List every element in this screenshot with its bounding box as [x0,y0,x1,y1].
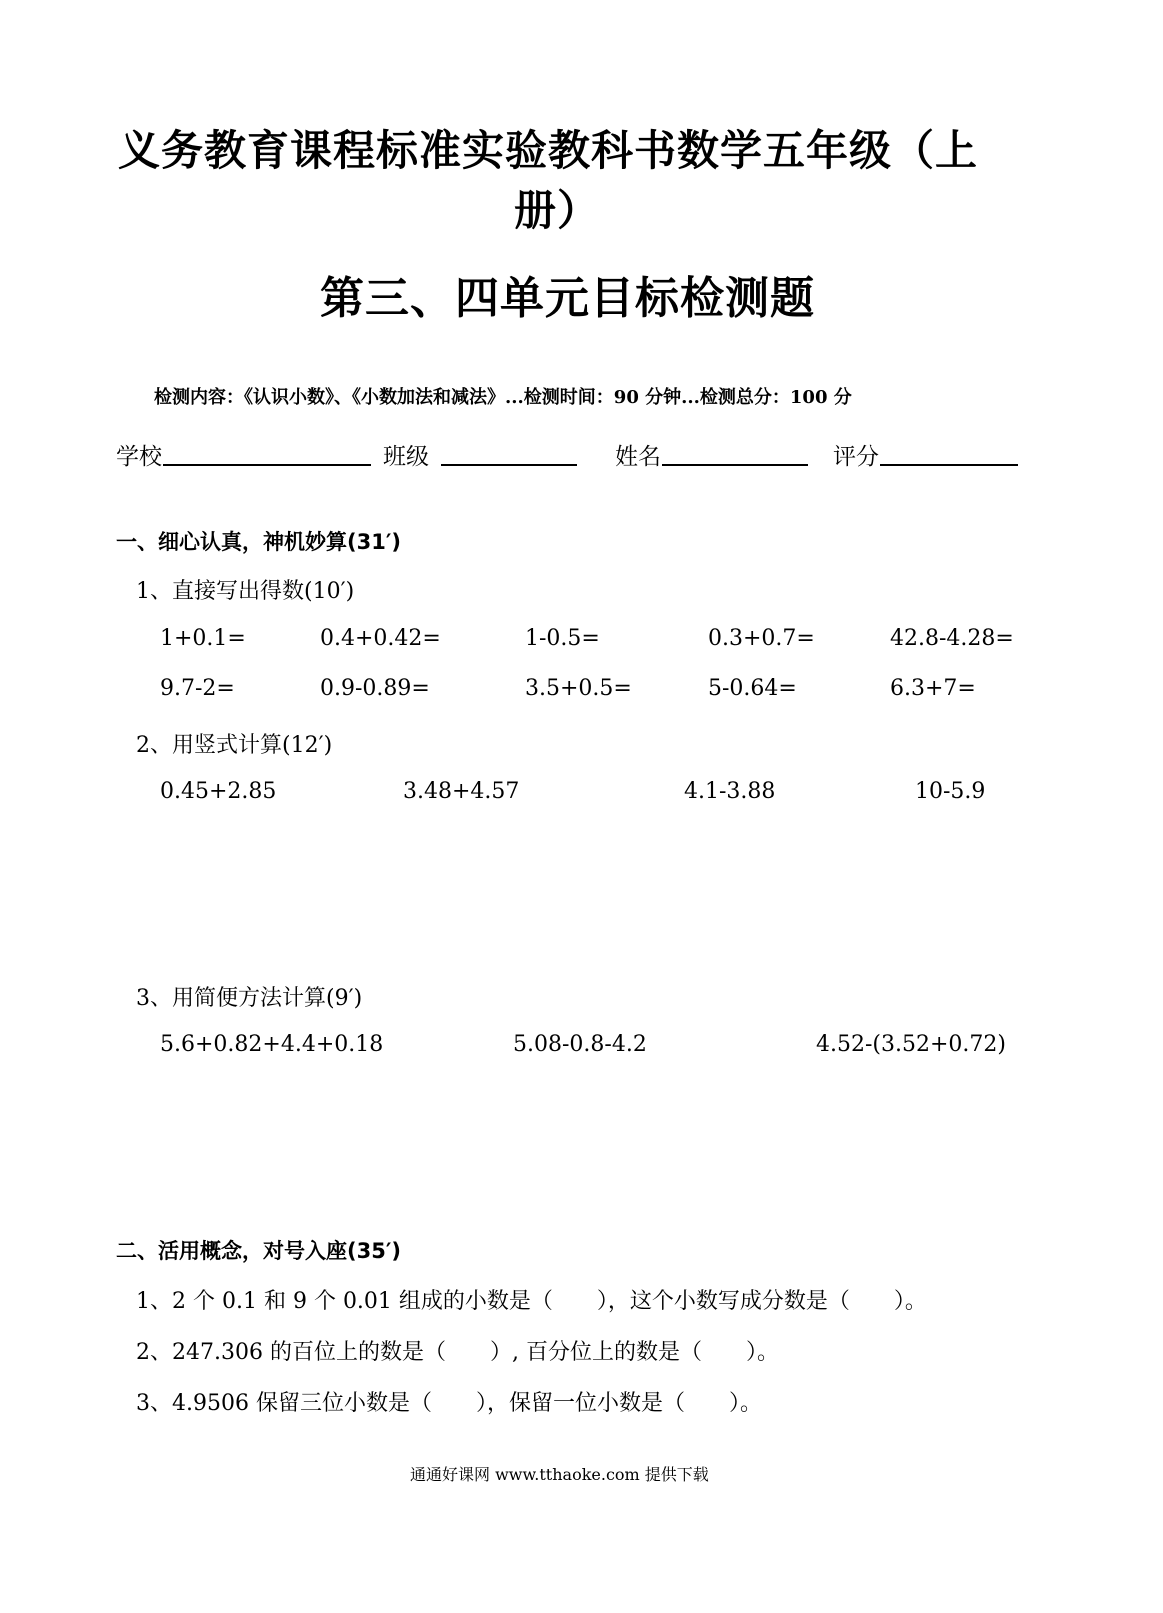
name-blank[interactable] [662,464,808,466]
vertical-calc-item: 0.45+2.85 [160,779,277,804]
document-title-line2: 册） [514,186,601,235]
school-label: 学校 [116,444,162,470]
class-label: 班级 [383,444,429,470]
class-blank[interactable] [441,464,577,466]
oral-calc-item: 42.8-4.28= [890,626,1014,651]
vertical-calc-item: 4.1-3.88 [684,779,776,804]
school-blank[interactable] [163,464,371,466]
oral-calc-item: 0.9-0.89= [320,676,430,701]
oral-calc-item: 9.7-2= [160,676,235,701]
oral-calc-item: 3.5+0.5= [525,676,632,701]
oral-calc-item: 1+0.1= [160,626,246,651]
oral-calc-item: 1-0.5= [525,626,600,651]
fill-blank-question: 1、2 个 0.1 和 9 个 0.01 组成的小数是（ ），这个小数写成分数是（ ）。 [136,1289,927,1314]
vertical-calc-item: 10-5.9 [915,779,986,804]
page-footer: 通通好课网 www.tthaoke.com 提供下载 [410,1465,709,1484]
oral-calc-item: 5-0.64= [708,676,797,701]
q3-title: 3、用简便方法计算(9′) [136,986,363,1011]
score-blank[interactable] [880,464,1018,466]
fill-blank-question: 3、4.9506 保留三位小数是（ ），保留一位小数是（ ）。 [136,1391,762,1416]
oral-calc-item: 6.3+7= [890,676,976,701]
q1-title: 1、直接写出得数(10′) [136,579,355,604]
vertical-calc-item: 3.48+4.57 [403,779,520,804]
simplified-calc-item: 5.08-0.8-4.2 [513,1032,647,1057]
oral-calc-item: 0.4+0.42= [320,626,441,651]
document-title-line1: 义务教育课程标准实验教科书数学五年级（上 [118,126,979,175]
fill-blank-question: 2、247.306 的百位上的数是（ ）, 百分位上的数是（ ）。 [136,1340,779,1365]
name-label: 姓名 [615,444,661,470]
oral-calc-item: 0.3+0.7= [708,626,815,651]
score-label: 评分 [833,444,879,470]
simplified-calc-item: 4.52-(3.52+0.72) [816,1032,1006,1057]
section1-heading: 一、细心认真，神机妙算(31′) [116,530,401,554]
simplified-calc-item: 5.6+0.82+4.4+0.18 [160,1032,384,1057]
exam-info-line: 检测内容：《认识小数》、《小数加法和减法》...检测时间：90 分钟...检测总分：100 分 [154,387,852,408]
document-subtitle: 第三、四单元目标检测题 [320,273,815,324]
q2-title: 2、用竖式计算(12′) [136,733,333,758]
section2-heading: 二、活用概念，对号入座(35′) [116,1239,401,1263]
